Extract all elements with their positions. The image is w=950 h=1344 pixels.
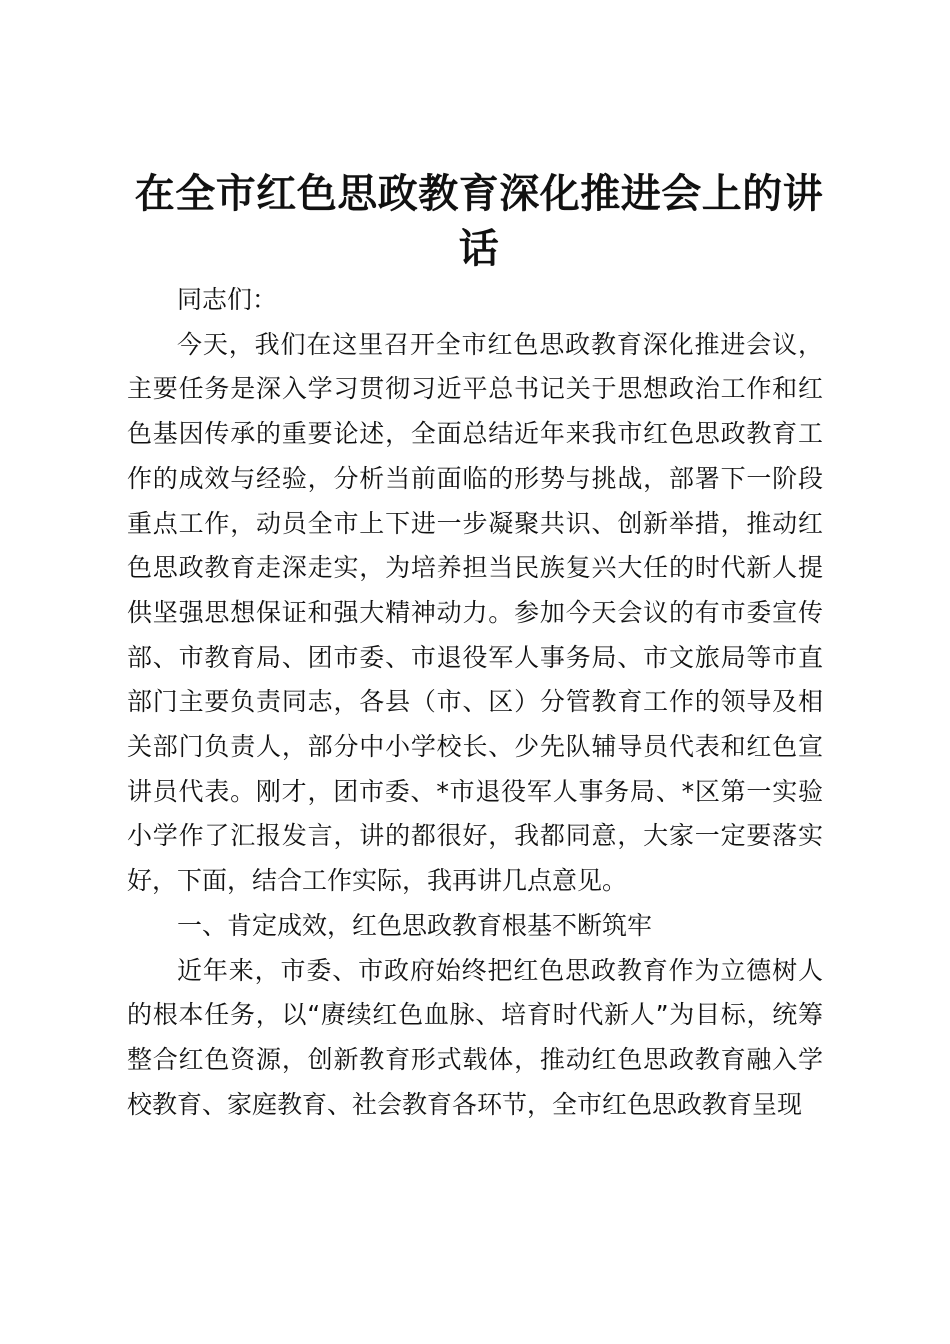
- document-body: [127, 278, 823, 1127]
- section-heading: 一、肯定成效，红色思政教育根基不断筑牢: [177, 910, 653, 940]
- section-paragraph: 近年来，市委、市政府始终把红色思政教育作为立德树人的根本任务，以“赓续红色血脉、培育时代新人”为目标，统筹整合红色资源，创新教育形式载体，推动红色思政教育融入学校教育、家庭教育、社会教育各环节，全市红色思政教育呈现: [127, 955, 823, 1119]
- opening-paragraph: 今天，我们在这里召开全市红色思政教育深化推进会议，主要任务是深入学习贯彻习近平总书记关于思想政治工作和红色基因传承的重要论述，全面总结近年来我市红色思政教育工作的成效与经验，分析当前面临的形势与挑战，部署下一阶段重点工作，动员全市上下进一步凝聚共识、创新举措，推动红色思政教育走深走实，为培养担当民族复兴大任的时代新人提供坚强思想保证和强大精神动力。参加今天会议的有市委宣传部、市教育局、团市委、市退役军人事务局、市文旅局等市直部门主要负责同志，各县（市、区）分管教育工作的领导及相关部门负责人，部分中小学校长、少先队辅导员代表和红色宣讲员代表。刚才，团市委、*市退役军人事务局、*区第一实验小学作了汇报发言，讲的都很好，我都同意，大家一定要落实好，下面，结合工作实际，我再讲几点意见。: [127, 329, 823, 896]
- salutation: 同志们：: [177, 285, 278, 314]
- document-title: 在全市红色思政教育深化推进会上的讲话: [134, 170, 824, 272]
